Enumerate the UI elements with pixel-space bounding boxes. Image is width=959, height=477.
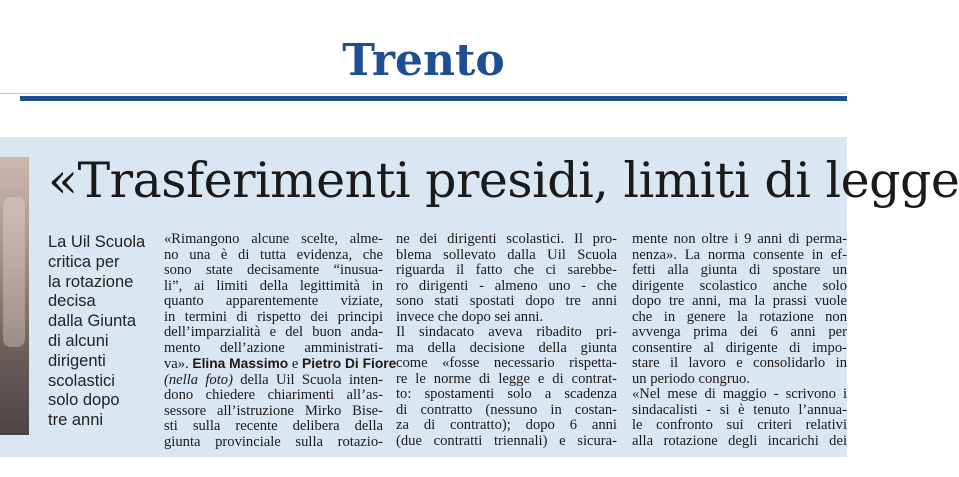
body-line: mente non oltre i 9 anni di perma- [632, 231, 847, 247]
summary-line: dalla Giunta [48, 312, 137, 331]
masthead-thin-rule [0, 93, 847, 94]
article-column-1 [164, 231, 397, 450]
summary-line: decisa [48, 292, 96, 311]
body-line: Il sindacato aveva ribadito pri- [396, 324, 617, 340]
body-line: riguarda il fatto che ci sarebbe- [396, 262, 617, 278]
body-line: mento dell’azione amministrati- [164, 339, 383, 356]
masthead-thick-rule [20, 96, 847, 101]
article-column-3 [632, 232, 847, 449]
body-line: quanto apparentemente viziate, [164, 293, 383, 309]
body-line: consentire al dirigente di impo- [632, 339, 847, 356]
body-line: in termini di rispetto dei principi [164, 308, 383, 325]
body-line-photo-ref [164, 373, 383, 389]
body-text: della Uil Scuola inten- [232, 371, 383, 388]
body-line-names [164, 356, 397, 373]
body-line: dell’imparzialità e del buon anda- [164, 324, 383, 340]
body-line: invece che dopo sei anni. [396, 308, 544, 325]
body-text: e [288, 356, 303, 372]
body-line: dopo tre anni, ma la prassi vuole [632, 293, 847, 309]
body-line: ne dei dirigenti scolastici. Il pro- [396, 231, 617, 247]
body-line: fetti alla giunta di spostare un [632, 262, 847, 278]
photo-reference: (nella foto) [164, 371, 233, 388]
body-line: re le norme di legge e di contrat- [396, 370, 617, 387]
article-summary [48, 233, 156, 431]
article-headline: «Trasferimenti presidi, limiti di legge [48, 152, 959, 209]
body-line: to: spostamenti solo a scadenza [396, 386, 617, 402]
body-line: nenza». La norma consente in ef- [632, 246, 847, 263]
body-line: no una è di tutta evidenza, che [164, 246, 383, 263]
body-line: ro dirigenti - almeno uno - che [396, 277, 617, 294]
body-line: stare il lavoro e consolidarlo in [632, 355, 847, 371]
summary-line: scolastici [48, 371, 115, 390]
body-line: avvenga prima dei 6 anni per [632, 324, 847, 340]
body-line: giunta provinciale sulla rotazio- [164, 433, 383, 450]
body-line: come «fosse necessario rispetta- [396, 355, 617, 371]
body-line: blema sollevato dalla Uil Scuola [396, 246, 617, 263]
body-line: «Nel mese di maggio - scrivono i [632, 386, 847, 402]
summary-line: la rotazione [48, 272, 134, 291]
body-line: sono stati spostati dopo tre anni [396, 293, 617, 309]
summary-line: solo dopo [48, 391, 120, 410]
body-text: va». [164, 356, 193, 372]
body-line: ma della decisione della giunta [396, 339, 617, 356]
body-line: di contratto (nessuno in costan- [396, 401, 617, 418]
section-masthead [0, 0, 847, 100]
body-line: alla rotazione degli incarichi dei [632, 432, 847, 449]
person-name: Pietro Di Fiore [302, 356, 397, 371]
summary-line: tre anni [48, 411, 104, 430]
body-line: «Rimangono alcune scelte, alme- [164, 231, 383, 247]
body-line: li”, ai limiti della legittimità in [164, 277, 383, 294]
body-line: sti sulla recente delibera della [164, 418, 383, 434]
summary-line: di alcuni [48, 331, 109, 350]
body-line: sono state decisamente “inusua- [164, 262, 383, 278]
summary-line: critica per [48, 252, 120, 271]
summary-line: La Uil Scuola [48, 233, 146, 251]
body-line: sessore all’istruzione Mirko Bise- [164, 402, 383, 419]
article-box [0, 137, 959, 457]
article-column-2 [396, 232, 617, 449]
section-title: Trento [342, 35, 505, 86]
body-line: un periodo congruo. [632, 370, 750, 387]
body-line: za di contratto); dopo 6 anni [396, 417, 617, 433]
body-line: (due contratti triennali) e sicura- [396, 432, 617, 449]
body-line: dono chiedere chiarimenti all’as- [164, 387, 383, 403]
body-line: le confronto sui criteri relativi [632, 417, 847, 433]
summary-line: dirigenti [48, 351, 106, 370]
body-line: dirigente scolastico anche solo [632, 277, 847, 294]
person-name: Elina Massimo [192, 356, 289, 371]
article-photo [0, 157, 29, 435]
body-line: sindacalisti - si è tenuto l’annua- [632, 401, 847, 418]
body-line: che in genere la rotazione non [632, 308, 847, 325]
